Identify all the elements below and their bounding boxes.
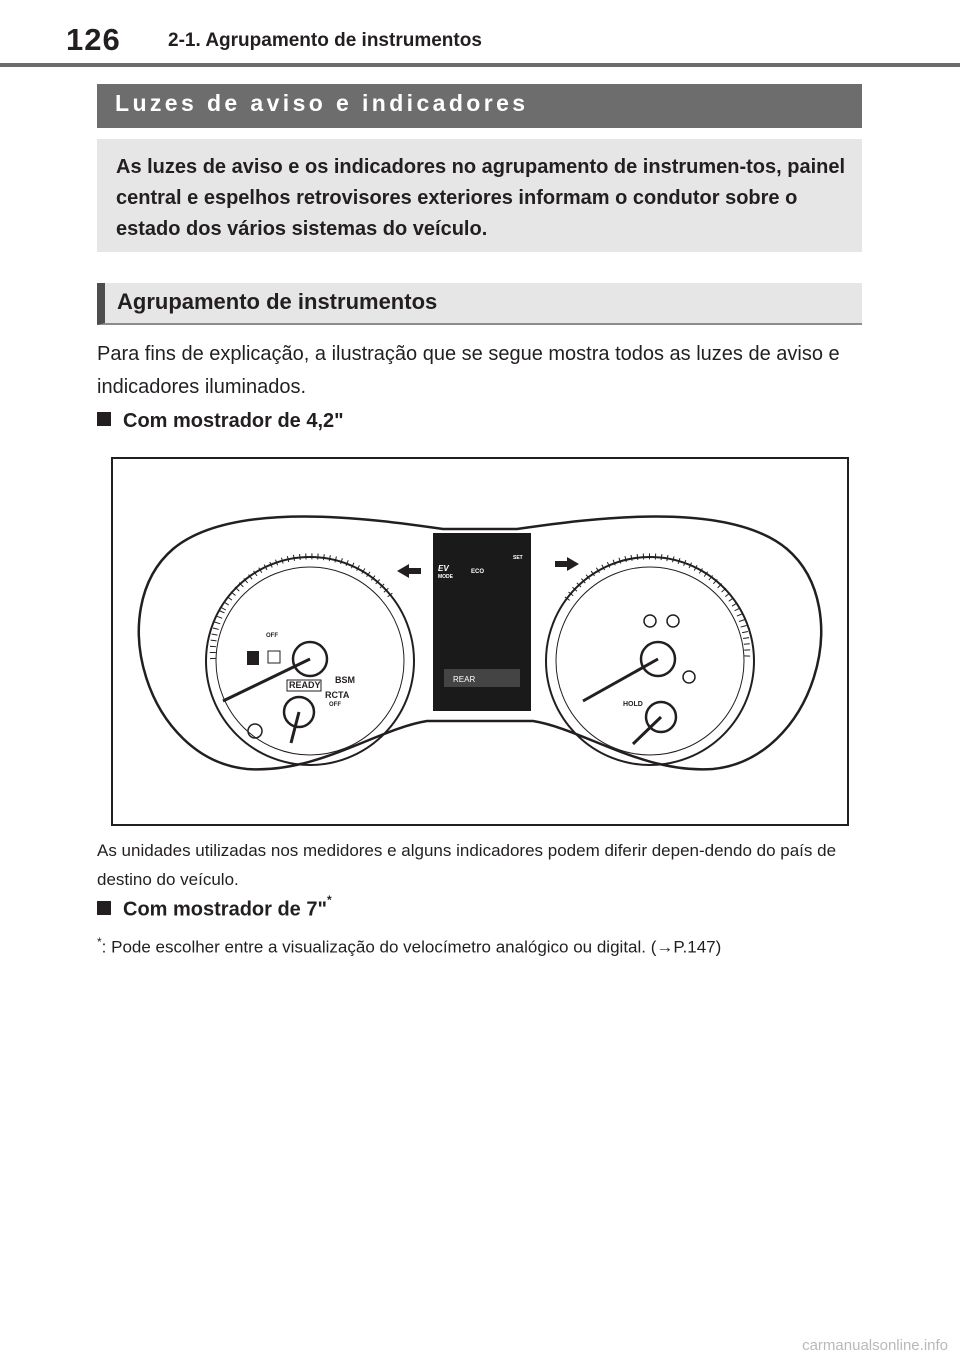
heading-4-2-display bbox=[97, 410, 344, 433]
rcta-label: RCTA bbox=[325, 690, 350, 700]
ready-label: READY bbox=[289, 680, 321, 690]
note-text: As unidades utilizadas nos medidores e alguns indicadores podem diferir depen-dendo do país de destino do veículo. bbox=[97, 841, 837, 889]
page-number: 126 bbox=[66, 22, 121, 57]
subsection-title: Agrupamento de instrumentos bbox=[117, 289, 438, 314]
square-bullet-icon bbox=[97, 412, 111, 426]
intro-text: As luzes de aviso e os indicadores no agrupamento de instrumen-tos, painel central e espelhos retrovisores exteriores informam o condutor sobre o estado dos vários sistemas do veículo. bbox=[116, 156, 846, 240]
eco-label: ECO bbox=[471, 569, 485, 575]
subsection-header bbox=[97, 283, 862, 325]
bsm-label: BSM bbox=[335, 675, 355, 685]
watermark: carmanualsonline.info bbox=[802, 1337, 948, 1354]
footnote-text: : Pode escolher entre a visualização do velocímetro analógico ou digital. (→P.147) bbox=[101, 937, 722, 957]
body-text: Para fins de explicação, a ilustração que se segue mostra todos as luzes de aviso e indicadores iluminados. bbox=[97, 343, 840, 398]
section-title: Luzes de aviso e indicadores bbox=[115, 90, 529, 116]
square-bullet-icon bbox=[97, 901, 111, 915]
header-rule bbox=[0, 63, 960, 67]
heading-2-asterisk: * bbox=[326, 893, 332, 907]
heading-1-text: Com mostrador de 4,2" bbox=[123, 410, 344, 432]
heading-7-display bbox=[97, 893, 332, 922]
rcta-off-label: OFF bbox=[329, 702, 341, 708]
center-display bbox=[433, 533, 531, 711]
hold-label: HOLD bbox=[623, 701, 643, 708]
right-turn-arrow-icon bbox=[555, 557, 579, 571]
instrument-cluster-illustration bbox=[113, 459, 847, 824]
chapter-title: 2-1. Agrupamento de instrumentos bbox=[168, 30, 482, 51]
heading-2-text: Com mostrador de 7" bbox=[123, 898, 327, 921]
footnote-mark: * bbox=[97, 935, 102, 949]
left-turn-arrow-icon bbox=[397, 564, 421, 578]
set-label: SET bbox=[513, 555, 523, 561]
mode-label: MODE bbox=[438, 574, 453, 580]
intro-box bbox=[97, 139, 862, 252]
instrument-cluster-figure bbox=[111, 457, 849, 826]
footnote bbox=[97, 935, 721, 958]
off-label: OFF bbox=[266, 633, 278, 639]
rear-label: REAR bbox=[453, 675, 476, 684]
ev-label: EV bbox=[438, 564, 449, 573]
section-banner bbox=[97, 84, 862, 128]
